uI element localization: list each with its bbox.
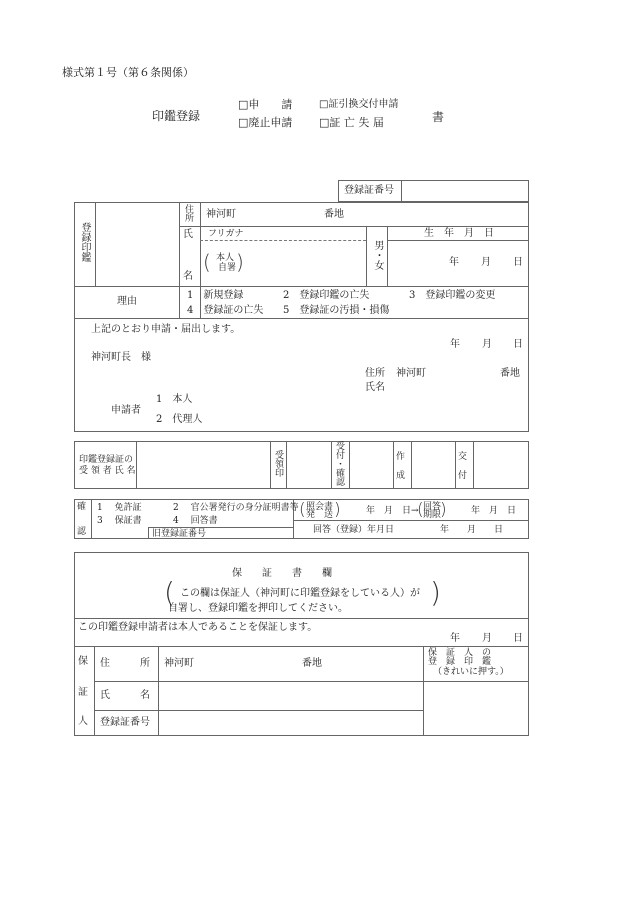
declaration-year: 年 [450, 339, 460, 350]
birthdate-field[interactable] [390, 243, 526, 283]
guarantor-reg-number-field[interactable] [160, 712, 421, 734]
divider [94, 710, 423, 711]
seal-label: 登録印鑑 [79, 222, 90, 262]
divider [74, 286, 529, 287]
applicant-label: 申請者 [111, 405, 141, 416]
self-sign-bottom: 自署 [218, 263, 237, 273]
divider [293, 520, 529, 521]
guarantee-year: 年 [450, 633, 460, 644]
reason-option-4[interactable]: 4 登録証の亡失 [187, 305, 264, 316]
checkbox-icon[interactable]: □ [319, 116, 330, 129]
paren-open: ( [164, 576, 175, 609]
name-field[interactable] [250, 243, 363, 283]
checkbox-icon[interactable]: □ [319, 99, 329, 110]
paren-open: ( [299, 500, 306, 520]
applicant-option-2[interactable]: 2 代理人 [156, 414, 203, 425]
doc-option-4[interactable]: 4 回答書 [173, 516, 218, 526]
reason-label: 理由 [117, 296, 137, 307]
applicant-address-label: 住所 [365, 368, 385, 379]
option-loss[interactable]: □証 亡 失 届 [319, 116, 384, 129]
guarantor-label-3: 人 [78, 716, 88, 727]
guarantee-note-2: 自署し、登録印鑑を押印してください。 [168, 603, 348, 614]
applicant-address-town: 神河町 [396, 368, 426, 379]
applicant-address-suffix: 番地 [500, 368, 520, 379]
reply-registration-label: 回答（登録）年月日 [313, 525, 395, 535]
guarantee-statement: この印鑑登録申請者は本人であることを保証します。 [78, 622, 318, 633]
self-sign-top: 本人 [216, 253, 235, 263]
divider [366, 226, 367, 286]
address-town: 神河町 [206, 209, 236, 220]
divider [74, 646, 529, 647]
divider [387, 226, 388, 286]
divider [331, 441, 332, 489]
receipt-seal-field[interactable] [288, 443, 329, 487]
divider [179, 226, 529, 227]
divider [158, 646, 159, 736]
divider [473, 441, 474, 489]
divider [74, 318, 529, 319]
guarantee-date-field[interactable] [420, 631, 526, 645]
guarantee-note-1: この欄は保証人（神河町に印鑑登録をしている人）が [180, 588, 420, 599]
create-label-2: 成 [396, 471, 406, 481]
divider [74, 618, 529, 619]
address-label: 住所 [183, 204, 193, 222]
divider [411, 441, 412, 489]
reason-option-2[interactable]: 2 登録印鑑の亡失 [283, 290, 370, 301]
applicant-name-field[interactable] [392, 380, 526, 396]
guarantor-name-field[interactable] [160, 683, 421, 708]
create-label-1: 作 [396, 452, 406, 462]
inquiry-top: 照会書 [306, 502, 334, 512]
recipient-label-2: 受 領 者 氏 名 [79, 466, 136, 476]
birthdate-day: 日 [513, 257, 523, 268]
paren-open: ( [417, 500, 424, 520]
seal-header-3: （きれいに押す。） [433, 667, 509, 677]
divider [94, 681, 423, 682]
reason-option-5[interactable]: 5 登録証の汚損・損傷 [283, 305, 390, 316]
reply-bottom: 期限 [423, 510, 442, 520]
birthdate-year: 年 [449, 257, 459, 268]
checkbox-icon[interactable]: □ [238, 116, 249, 129]
guarantor-label-1: 保 [78, 656, 88, 667]
confirm-field[interactable] [351, 443, 391, 487]
registration-number-label: 登録証番号 [344, 185, 394, 196]
divider [387, 240, 529, 241]
option-apply[interactable]: □申 請 [238, 98, 293, 111]
divider [401, 180, 402, 202]
declaration-date-field[interactable] [420, 336, 526, 352]
divider [95, 202, 96, 286]
issue-label-1: 交 [458, 452, 468, 462]
paren-close: ) [440, 500, 447, 520]
divider [393, 441, 394, 489]
furigana-field[interactable] [255, 228, 363, 239]
divider [286, 441, 287, 489]
name-label-top: 氏 [183, 229, 193, 240]
divider [94, 646, 95, 736]
name-label-bottom: 名 [183, 271, 193, 282]
address-suffix: 番地 [324, 209, 344, 220]
title-suffix: 書 [432, 110, 445, 124]
furigana-label: フリガナ [208, 229, 244, 239]
divider [423, 646, 424, 736]
issue-label-2: 付 [458, 471, 468, 481]
paren-close: ) [334, 500, 341, 520]
guarantor-reg-number-label: 登録証番号 [100, 717, 150, 728]
paren-open: ( [203, 250, 211, 274]
guarantor-address-label: 住 所 [100, 658, 150, 669]
guarantor-address-field[interactable] [200, 649, 298, 679]
verify-label-bottom: 認 [77, 527, 87, 537]
form-number: 様式第１号（第６条関係） [62, 66, 194, 79]
title-main: 印鑑登録 [152, 109, 201, 123]
divider [179, 202, 180, 318]
gender-select[interactable]: 男・女 [372, 240, 383, 270]
guarantor-address-suffix: 番地 [302, 658, 322, 669]
doc-option-3[interactable]: 3 保証書 [97, 516, 142, 526]
issue-field[interactable] [475, 443, 527, 487]
declaration-day: 日 [513, 339, 523, 350]
paren-close: ) [430, 576, 441, 609]
seal-stamp-area[interactable] [97, 204, 177, 284]
doc-option-2[interactable]: 2 官公署発行の身分証明書等 [173, 503, 299, 513]
guarantee-day: 日 [513, 633, 523, 644]
divider [91, 499, 92, 539]
divider [349, 441, 350, 489]
confirm-label: 受付・確認 [334, 441, 344, 486]
seal-header-1: 保 証 人 の [428, 648, 492, 658]
reply-top: 回答 [423, 502, 442, 512]
reply-registration-date[interactable]: 年 月 日 [440, 525, 504, 535]
divider [148, 527, 149, 539]
birthdate-month: 月 [481, 257, 491, 268]
guarantee-title: 保 証 書 欄 [232, 568, 332, 579]
registration-number-field[interactable] [403, 181, 527, 201]
inquiry-date[interactable]: 年 月 日→ [366, 506, 419, 516]
verify-label-top: 確 [77, 502, 87, 512]
doc-option-1[interactable]: 1 免許証 [97, 503, 142, 513]
inquiry-bottom: 発 送 [306, 510, 334, 520]
reason-option-3[interactable]: 3 登録印鑑の変更 [409, 290, 496, 301]
declaration-text: 上記のとおり申請・届出します。 [91, 324, 241, 335]
receipt-seal-label: 受領印 [273, 450, 283, 477]
reply-date[interactable]: 年 月 日 [471, 506, 517, 516]
divider [200, 240, 366, 241]
recipient-name-field[interactable] [138, 443, 268, 487]
guarantor-seal-area[interactable] [425, 683, 527, 734]
guarantee-month: 月 [482, 633, 492, 644]
create-field[interactable] [413, 443, 453, 487]
applicant-option-1[interactable]: 1 本人 [156, 394, 193, 405]
guarantor-name-label: 氏 名 [100, 690, 150, 701]
seal-header-2: 登 録 印 鑑 [428, 657, 492, 667]
divider [270, 441, 271, 489]
divider [136, 441, 137, 489]
guarantor-label-2: 証 [78, 687, 88, 698]
paren-close: ) [236, 250, 244, 274]
addressee: 神河町長 様 [91, 352, 151, 363]
applicant-name-label: 氏名 [365, 382, 385, 393]
address-field[interactable] [245, 205, 320, 223]
birthdate-header: 生 年 月 日 [424, 228, 494, 239]
reason-option-1[interactable]: 1 新規登録 [187, 290, 244, 301]
recipient-label-1: 印鑑登録証の [79, 455, 134, 465]
guarantor-address-town: 神河町 [164, 658, 194, 669]
option-abolish[interactable]: □廃止申請 [238, 116, 293, 129]
old-number-label: 旧登録証番号 [152, 529, 207, 539]
option-exchange[interactable]: □証引換交付申請 [319, 99, 399, 110]
divider [455, 441, 456, 489]
applicant-address-field[interactable] [432, 365, 496, 381]
declaration-month: 月 [482, 339, 492, 350]
divider [423, 681, 529, 682]
old-number-field[interactable] [210, 528, 292, 538]
checkbox-icon[interactable]: □ [238, 98, 249, 111]
